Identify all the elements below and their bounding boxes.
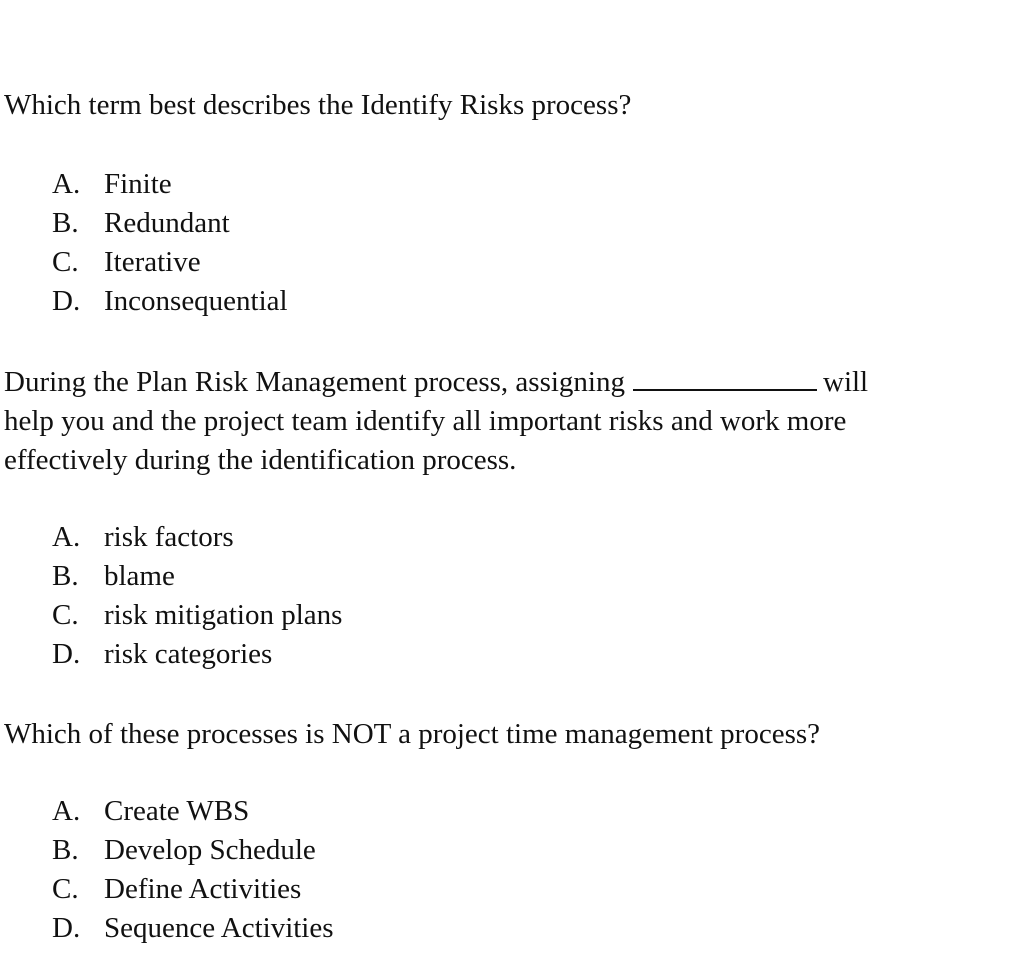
option-text: Iterative [104,246,201,278]
option-d[interactable] [52,635,342,674]
question-1-options [52,165,288,321]
option-letter: A. [52,168,81,200]
question-2-options [52,518,342,674]
option-b[interactable] [52,204,288,243]
option-text: Sequence Activities [104,912,334,944]
answer-blank [633,369,817,391]
question-3 [4,715,1014,944]
option-text: risk categories [104,638,273,670]
option-letter: D. [52,638,81,670]
option-b[interactable] [52,831,334,870]
question-3-options [52,792,334,948]
option-letter: D. [52,912,81,944]
option-letter: D. [52,285,81,317]
option-text: Define Activities [104,873,302,905]
option-text: Develop Schedule [104,834,316,866]
option-c[interactable] [52,596,342,635]
option-letter: B. [52,207,79,239]
option-letter: B. [52,560,79,592]
option-text: risk mitigation plans [104,599,343,631]
question-2-stem-line-1 [4,363,1014,402]
option-letter: C. [52,246,79,278]
option-letter: A. [52,521,81,553]
option-letter: A. [52,795,81,827]
question-2-stem-line-2: help you and the project team identify all important risks and work more [4,405,847,437]
option-a[interactable] [52,792,334,831]
question-2-stem [4,363,1014,480]
question-1-stem-line: Which term best describes the Identify Risks process? [4,89,632,121]
stem-after-blank: will [823,366,869,398]
question-1 [4,86,1014,317]
option-letter: C. [52,873,79,905]
option-text: Create WBS [104,795,250,827]
option-text: Finite [104,168,172,200]
question-3-stem [4,715,1014,754]
option-text: Redundant [104,207,230,239]
option-text: risk factors [104,521,234,553]
question-2 [4,363,1014,670]
option-c[interactable] [52,243,288,282]
option-a[interactable] [52,518,342,557]
option-b[interactable] [52,557,342,596]
option-a[interactable] [52,165,288,204]
option-d[interactable] [52,909,334,948]
option-text: Inconsequential [104,285,288,317]
question-1-stem [4,86,1014,125]
option-c[interactable] [52,870,334,909]
question-3-stem-line: Which of these processes is NOT a project time management process? [4,718,821,750]
option-letter: C. [52,599,79,631]
question-2-stem-line-3: effectively during the identification process. [4,444,517,476]
option-text: blame [104,560,175,592]
stem-before-blank: During the Plan Risk Management process, assigning [4,366,625,398]
option-d[interactable] [52,282,288,321]
option-letter: B. [52,834,79,866]
